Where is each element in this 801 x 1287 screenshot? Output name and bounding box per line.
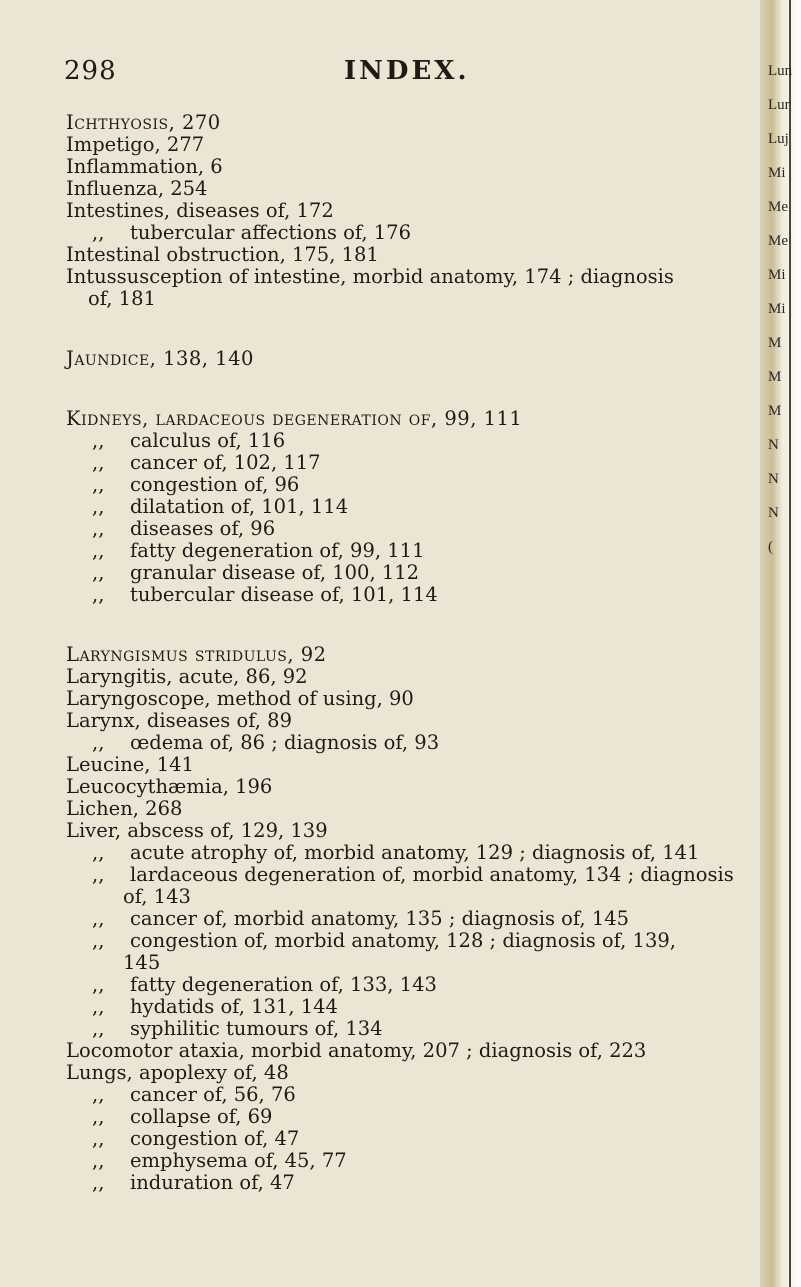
ditto-mark: ,, xyxy=(92,841,105,864)
entry-text: Ichthyosis, 270 xyxy=(66,111,221,134)
entry-leucocythaemia: Leucocythæmia, 196 xyxy=(66,775,273,798)
edge-fragment: Lur xyxy=(768,97,790,113)
subentry-kidneys-calculus xyxy=(66,430,756,452)
subentry-text: tubercular affections of, 176 xyxy=(130,221,411,244)
subentry-kidneys-diseases xyxy=(66,518,756,540)
subentry-intestines-tubercular xyxy=(66,222,756,244)
facing-page-fragments xyxy=(768,60,801,570)
edge-fragment: Me xyxy=(768,233,788,249)
ditto-mark: ,, xyxy=(92,1017,105,1040)
subentry-text: fatty degeneration of, 99, 111 xyxy=(130,539,425,562)
subentry-text: acute atrophy of, morbid anatomy, 129 ; diagnosis of, 141 xyxy=(130,841,700,864)
ditto-mark: ,, xyxy=(92,539,105,562)
entry-jaundice xyxy=(66,348,756,370)
edge-fragment: Luj xyxy=(768,131,789,147)
edge-fragment: Mi xyxy=(768,267,786,283)
entry-intestines: Intestines, diseases of, 172 xyxy=(66,199,334,222)
subentry-text: dilatation of, 101, 114 xyxy=(130,495,349,518)
subentry-liver-hydatids xyxy=(66,996,756,1018)
entry-lungs: Lungs, apoplexy of, 48 xyxy=(66,1061,289,1084)
section-gap xyxy=(66,370,756,408)
ditto-mark: ,, xyxy=(92,907,105,930)
entry-locomotor-ataxia: Locomotor ataxia, morbid anatomy, 207 ; diagnosis of, 223 xyxy=(66,1039,647,1062)
section-gap xyxy=(66,310,756,348)
ditto-mark: ,, xyxy=(92,929,105,952)
subentry-liver-congestion-continued: 145 xyxy=(123,951,161,974)
entry-laryngitis: Laryngitis, acute, 86, 92 xyxy=(66,665,308,688)
edge-fragment: Mi xyxy=(768,301,786,317)
edge-fragment: M xyxy=(768,369,782,385)
entry-kidneys xyxy=(66,408,756,430)
entry-influenza: Influenza, 254 xyxy=(66,177,208,200)
subentry-kidneys-tubercular xyxy=(66,584,756,606)
subentry-lungs-emphysema xyxy=(66,1150,756,1172)
subentry-lungs-congestion xyxy=(66,1128,756,1150)
subentry-text: cancer of, 102, 117 xyxy=(130,451,321,474)
subentry-text: syphilitic tumours of, 134 xyxy=(130,1017,383,1040)
subentry-liver-syphilitic xyxy=(66,1018,756,1040)
subentry-text: calculus of, 116 xyxy=(130,429,286,452)
subentry-larynx-oedema xyxy=(66,732,756,754)
entry-text: Laryngismus stridulus, 92 xyxy=(66,643,327,666)
entry-intussusception: Intussusception of intestine, morbid anatomy, 174 ; diagnosis xyxy=(66,265,674,288)
ditto-mark: ,, xyxy=(92,583,105,606)
entry-liver: Liver, abscess of, 129, 139 xyxy=(66,819,328,842)
subentry-lungs-collapse xyxy=(66,1106,756,1128)
subentry-text: congestion of, 47 xyxy=(130,1127,300,1150)
subentry-text: fatty degeneration of, 133, 143 xyxy=(130,973,437,996)
subentry-kidneys-fatty xyxy=(66,540,756,562)
edge-fragment: Lun xyxy=(768,63,793,79)
edge-fragment: N xyxy=(768,505,779,521)
edge-fragment: Me xyxy=(768,199,788,215)
entry-larynx: Larynx, diseases of, 89 xyxy=(66,709,292,732)
ditto-mark: ,, xyxy=(92,973,105,996)
entry-leucine: Leucine, 141 xyxy=(66,753,194,776)
entry-intestinal-obstruction: Intestinal obstruction, 175, 181 xyxy=(66,243,379,266)
subentry-liver-congestion xyxy=(66,930,756,952)
ditto-mark: ,, xyxy=(92,1171,105,1194)
ditto-mark: ,, xyxy=(92,863,105,886)
subentry-kidneys-cancer xyxy=(66,452,756,474)
ditto-mark: ,, xyxy=(92,1105,105,1128)
ditto-mark: ,, xyxy=(92,1127,105,1150)
edge-fragment: ( xyxy=(768,539,773,555)
subentry-text: hydatids of, 131, 144 xyxy=(130,995,338,1018)
page-number: 298 xyxy=(64,56,117,86)
ditto-mark: ,, xyxy=(92,995,105,1018)
subentry-liver-atrophy xyxy=(66,842,756,864)
entry-text: Kidneys, lardaceous degeneration of, 99, 111 xyxy=(66,407,523,430)
subentry-kidneys-dilatation xyxy=(66,496,756,518)
subentry-liver-fatty xyxy=(66,974,756,996)
ditto-mark: ,, xyxy=(92,221,105,244)
subentry-text: granular disease of, 100, 112 xyxy=(130,561,420,584)
edge-fragment: M xyxy=(768,403,782,419)
subentry-text: diseases of, 96 xyxy=(130,517,276,540)
subentry-liver-lardaceous-continued: of, 143 xyxy=(123,885,191,908)
page-header xyxy=(0,56,760,96)
subentry-text: œdema of, 86 ; diagnosis of, 93 xyxy=(130,731,440,754)
subentry-liver-cancer xyxy=(66,908,756,930)
running-title: INDEX. xyxy=(344,56,470,86)
ditto-mark: ,, xyxy=(92,429,105,452)
subentry-text: collapse of, 69 xyxy=(130,1105,273,1128)
ditto-mark: ,, xyxy=(92,561,105,584)
section-gap xyxy=(66,606,756,644)
subentry-text: cancer of, 56, 76 xyxy=(130,1083,296,1106)
subentry-text: induration of, 47 xyxy=(130,1171,295,1194)
entry-laryngoscope: Laryngoscope, method of using, 90 xyxy=(66,687,414,710)
ditto-mark: ,, xyxy=(92,495,105,518)
edge-fragment: M xyxy=(768,335,782,351)
ditto-mark: ,, xyxy=(92,1149,105,1172)
ditto-mark: ,, xyxy=(92,517,105,540)
subentry-text: emphysema of, 45, 77 xyxy=(130,1149,347,1172)
ditto-mark: ,, xyxy=(92,1083,105,1106)
ditto-mark: ,, xyxy=(92,731,105,754)
entry-ichthyosis xyxy=(66,112,756,134)
edge-fragment: N xyxy=(768,471,779,487)
entry-impetigo: Impetigo, 277 xyxy=(66,133,205,156)
subentry-text: cancer of, morbid anatomy, 135 ; diagnosis of, 145 xyxy=(130,907,630,930)
subentry-text: tubercular disease of, 101, 114 xyxy=(130,583,438,606)
subentry-lungs-cancer xyxy=(66,1084,756,1106)
entry-text: Jaundice, 138, 140 xyxy=(66,347,254,370)
entry-intussusception-continued: of, 181 xyxy=(88,287,156,310)
edge-fragment: N xyxy=(768,437,779,453)
entry-inflammation: Inflammation, 6 xyxy=(66,155,223,178)
index-entries xyxy=(66,112,756,1194)
subentry-liver-lardaceous xyxy=(66,864,756,886)
subentry-kidneys-granular xyxy=(66,562,756,584)
ditto-mark: ,, xyxy=(92,473,105,496)
edge-fragment: Mi xyxy=(768,165,786,181)
subentry-text: congestion of, morbid anatomy, 128 ; diagnosis of, 139, xyxy=(130,929,676,952)
entry-lichen: Lichen, 268 xyxy=(66,797,183,820)
subentry-text: lardaceous degeneration of, morbid anatomy, 134 ; diagnosis xyxy=(130,863,734,886)
subentry-kidneys-congestion xyxy=(66,474,756,496)
entry-laryngismus xyxy=(66,644,756,666)
subentry-text: congestion of, 96 xyxy=(130,473,300,496)
subentry-lungs-induration xyxy=(66,1172,756,1194)
ditto-mark: ,, xyxy=(92,451,105,474)
